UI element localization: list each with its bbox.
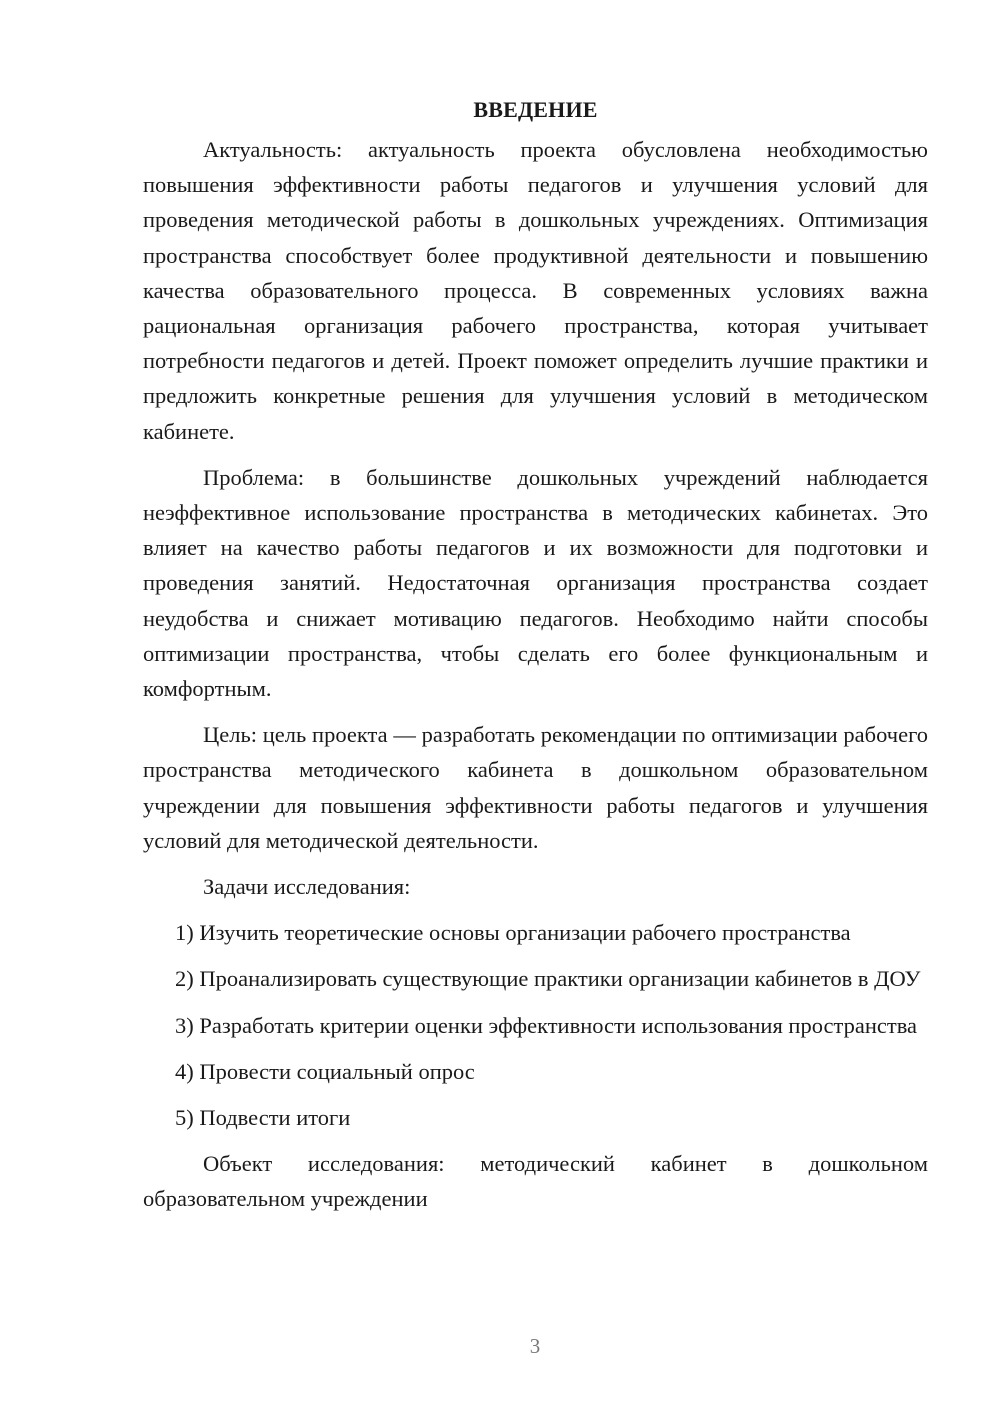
page-number: 3 [529, 1334, 541, 1358]
paragraph-object: Объект исследования: методический кабинет в дошкольном образовательном учреждении [143, 1151, 928, 1212]
task-item: 2) Проанализировать существующие практики организации кабинетов в ДОУ [175, 966, 921, 992]
page-title: ВВЕДЕНИЕ [473, 97, 598, 122]
paragraph-relevance: Актуальность: актуальность проекта обусловлена необходимостью повышения эффективности работы педагогов и улучшения условий для проведения методической работы в дошкольных учреждениях. Оптимизация пространства способствует более продуктивной деятельности и повышению качества образовательного процесса. В современных условиях важна рациональная организация рабочего пространства, которая учитывает потребности педагогов и детей. Проект поможет определить лучшие практики и предложить конкретные решения для улучшения условий в методическом кабинете. [143, 137, 928, 444]
task-item: 1) Изучить теоретические основы организации рабочего пространства [175, 920, 851, 946]
task-item: 5) Подвести итоги [175, 1105, 351, 1131]
document-page [143, 94, 928, 1228]
tasks-heading: Задачи исследования: [203, 874, 411, 900]
paragraph-goal: Цель: цель проекта — разработать рекомендации по оптимизации рабочего пространства методического кабинета в дошкольном образовательном учреждении для повышения эффективности работы педагогов и улучшения условий для методической деятельности. [143, 722, 928, 853]
task-item: 3) Разработать критерии оценки эффективности использования пространства [175, 1012, 918, 1038]
task-item: 4) Провести социальный опрос [175, 1058, 475, 1084]
paragraph-problem: Проблема: в большинстве дошкольных учреждений наблюдается неэффективное использование пространства в методических кабинетах. Это влияет на качество работы педагогов и их возможности для подготовки и проведения занятий. Недостаточная организация пространства создает неудобства и снижает мотивацию педагогов. Необходимо найти способы оптимизации пространства, чтобы сделать его более функциональным и комфортным. [143, 464, 928, 702]
